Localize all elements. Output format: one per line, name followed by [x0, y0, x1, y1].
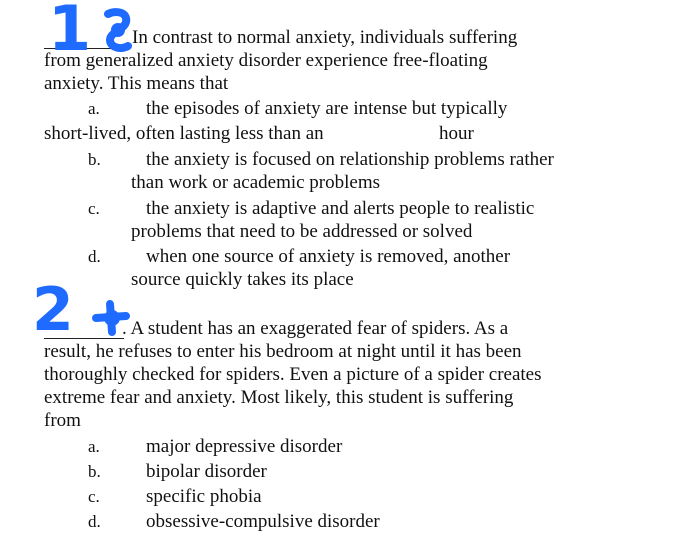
q1-option-d-text: when one source of anxiety is removed, another — [146, 246, 511, 267]
q1-option-a-text: hour — [439, 123, 474, 144]
q2-option-d-letter: d. — [88, 512, 101, 531]
q2-option-a-text: major depressive disorder — [146, 436, 343, 457]
q2-stem-line: from — [44, 410, 81, 431]
q1-stem-line: In contrast to normal anxiety, individuals suffering — [132, 27, 518, 48]
q1-option-b-text: than work or academic problems — [131, 172, 381, 193]
q1-option-a-text: the episodes of anxiety are intense but typically — [146, 98, 508, 119]
q2-stem-line: extreme fear and anxiety. Most likely, this student is suffering — [44, 387, 514, 408]
q2-option-d-text: obsessive-compulsive disorder — [146, 511, 380, 532]
q2-option-a-letter: a. — [88, 437, 100, 456]
q2-option-c-text: specific phobia — [146, 486, 262, 507]
svg-text:2: 2 — [32, 275, 74, 340]
q2-stem-line: thoroughly checked for spiders. Even a picture of a spider creates — [44, 364, 542, 385]
q2-stem-line: result, he refuses to enter his bedroom at night until it has been — [44, 341, 522, 362]
q1-option-b-letter: b. — [88, 150, 101, 169]
q1-option-c-text: the anxiety is adaptive and alerts people to realistic — [146, 198, 535, 219]
q2-stem-line: . A student has an exaggerated fear of spiders. As a — [122, 318, 509, 339]
q2-option-c-letter: c. — [88, 487, 100, 506]
q1-option-d-letter: d. — [88, 247, 101, 266]
q2-option-b-text: bipolar disorder — [146, 461, 267, 482]
q1-option-a-text: short-lived, often lasting less than an — [44, 123, 324, 144]
q1-option-c-letter: c. — [88, 199, 100, 218]
q1-stem-line: from generalized anxiety disorder experience free-floating — [44, 50, 488, 71]
q1-option-d-text: source quickly takes its place — [131, 269, 354, 290]
q1-option-c-text: problems that need to be addressed or solved — [131, 221, 473, 242]
q1-option-b-text: the anxiety is focused on relationship problems rather — [146, 149, 554, 170]
q2-option-b-letter: b. — [88, 462, 101, 481]
q1-stem-line: anxiety. This means that — [44, 73, 229, 94]
svg-text:1: 1 — [48, 0, 92, 56]
q1-option-a-letter: a. — [88, 99, 100, 118]
